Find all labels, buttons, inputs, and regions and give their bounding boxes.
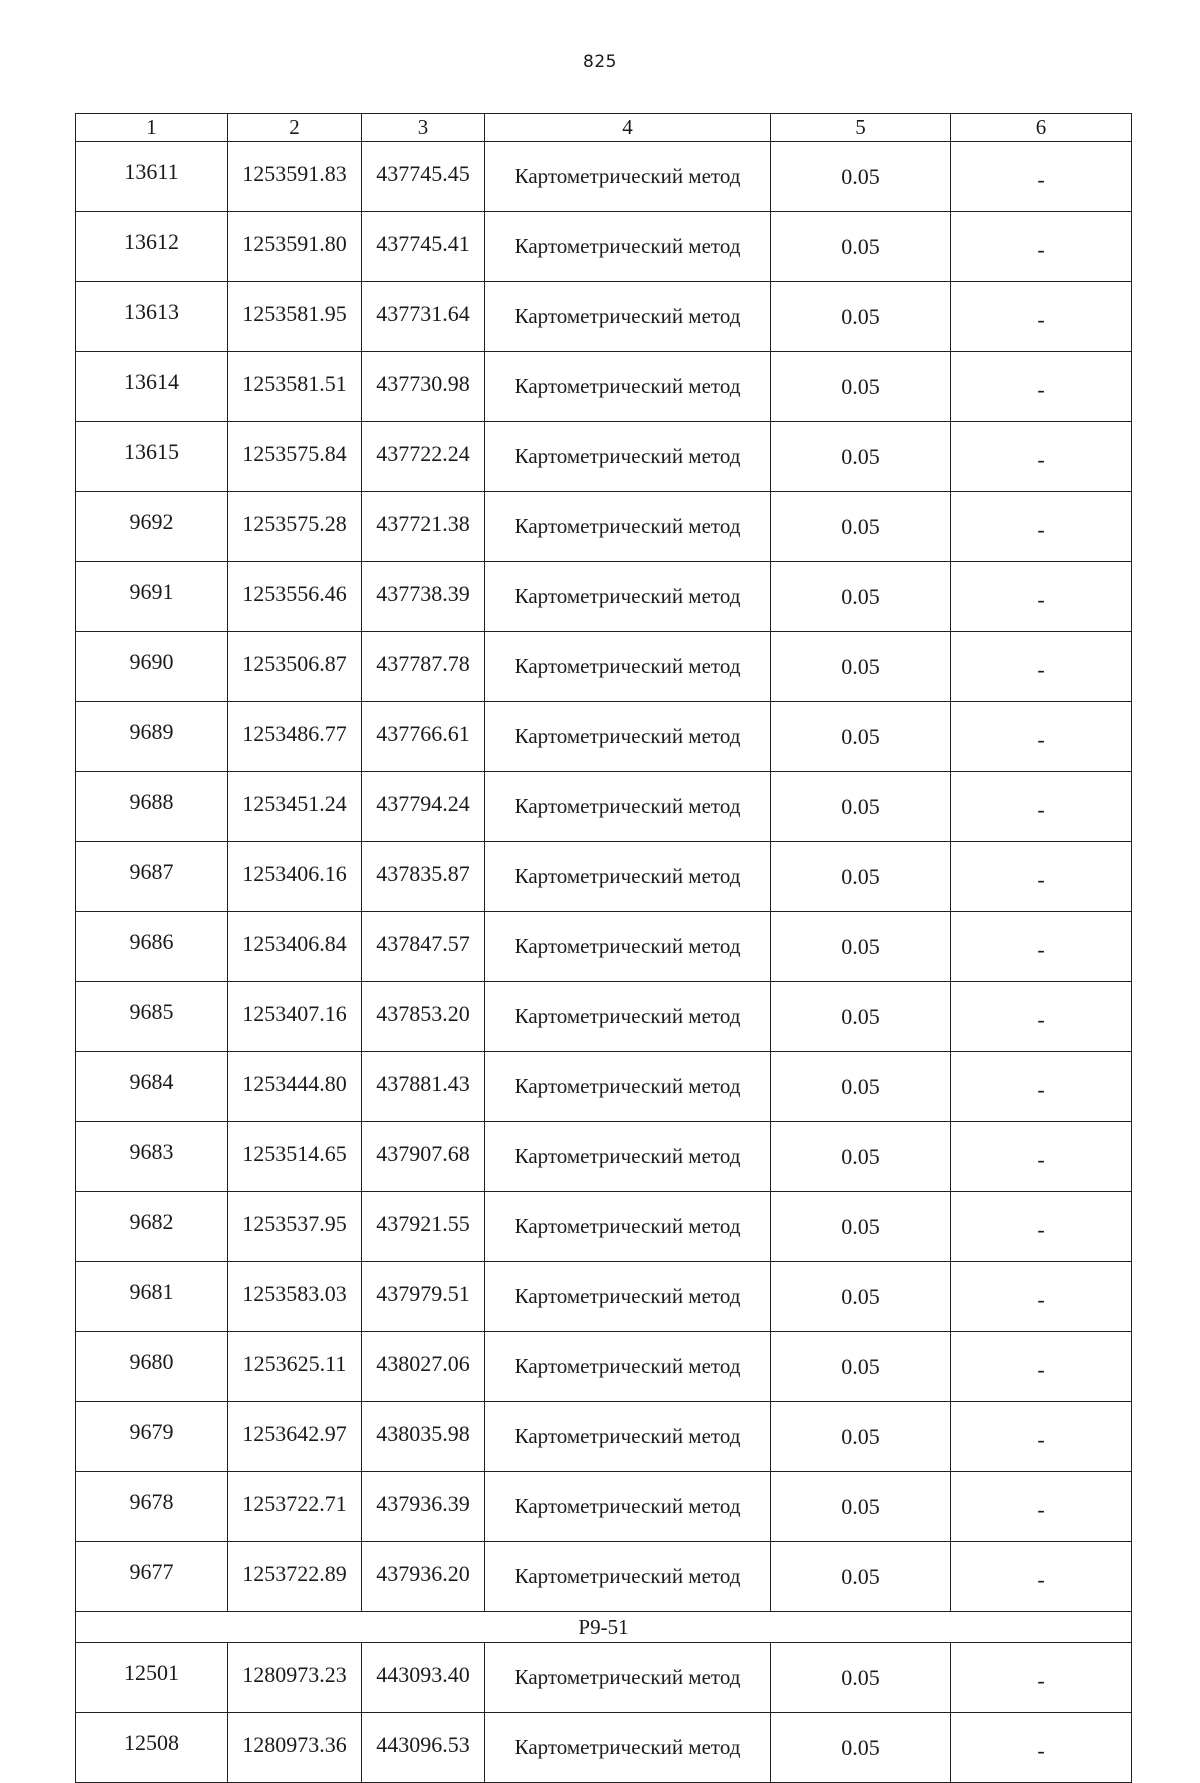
cell-x-coordinate: 1253451.24 xyxy=(228,772,362,842)
cell-method: Картометрический метод xyxy=(485,1472,771,1542)
cell-point-number: 9681 xyxy=(76,1262,228,1332)
cell-note: - xyxy=(951,422,1132,492)
cell-note: - xyxy=(951,982,1132,1052)
cell-note: - xyxy=(951,772,1132,842)
cell-note: - xyxy=(951,1713,1132,1783)
cell-y-coordinate: 437730.98 xyxy=(362,352,485,422)
cell-accuracy: 0.05 xyxy=(771,1192,951,1262)
cell-point-number: 9686 xyxy=(76,912,228,982)
table-row xyxy=(76,982,1132,1052)
cell-y-coordinate: 437745.41 xyxy=(362,212,485,282)
column-header: 3 xyxy=(362,114,485,142)
cell-method: Картометрический метод xyxy=(485,282,771,352)
cell-x-coordinate: 1253407.16 xyxy=(228,982,362,1052)
cell-x-coordinate: 1253406.84 xyxy=(228,912,362,982)
cell-accuracy: 0.05 xyxy=(771,1472,951,1542)
cell-method: Картометрический метод xyxy=(485,212,771,282)
page-number: 825 xyxy=(583,52,617,72)
table-row xyxy=(76,1052,1132,1122)
cell-note: - xyxy=(951,1472,1132,1542)
cell-y-coordinate: 437881.43 xyxy=(362,1052,485,1122)
cell-accuracy: 0.05 xyxy=(771,982,951,1052)
cell-method: Картометрический метод xyxy=(485,1402,771,1472)
cell-accuracy: 0.05 xyxy=(771,562,951,632)
cell-point-number: 13615 xyxy=(76,422,228,492)
cell-x-coordinate: 1253591.80 xyxy=(228,212,362,282)
cell-y-coordinate: 437847.57 xyxy=(362,912,485,982)
column-header: 1 xyxy=(76,114,228,142)
cell-note: - xyxy=(951,842,1132,912)
cell-method: Картометрический метод xyxy=(485,1052,771,1122)
table-row xyxy=(76,1332,1132,1402)
cell-point-number: 9690 xyxy=(76,632,228,702)
cell-accuracy: 0.05 xyxy=(771,842,951,912)
cell-method: Картометрический метод xyxy=(485,1542,771,1612)
cell-x-coordinate: 1253591.83 xyxy=(228,142,362,212)
cell-point-number: 13612 xyxy=(76,212,228,282)
table-row xyxy=(76,1643,1132,1713)
cell-point-number: 9684 xyxy=(76,1052,228,1122)
cell-point-number: 9692 xyxy=(76,492,228,562)
cell-accuracy: 0.05 xyxy=(771,422,951,492)
cell-y-coordinate: 437722.24 xyxy=(362,422,485,492)
cell-point-number: 9682 xyxy=(76,1192,228,1262)
cell-point-number: 13614 xyxy=(76,352,228,422)
table-row xyxy=(76,912,1132,982)
cell-y-coordinate: 438027.06 xyxy=(362,1332,485,1402)
cell-point-number: 13611 xyxy=(76,142,228,212)
cell-point-number: 12501 xyxy=(76,1643,228,1713)
cell-note: - xyxy=(951,1262,1132,1332)
cell-y-coordinate: 437907.68 xyxy=(362,1122,485,1192)
cell-accuracy: 0.05 xyxy=(771,912,951,982)
cell-method: Картометрический метод xyxy=(485,772,771,842)
cell-x-coordinate: 1253722.71 xyxy=(228,1472,362,1542)
table-row xyxy=(76,1472,1132,1542)
cell-y-coordinate: 443093.40 xyxy=(362,1643,485,1713)
table-row xyxy=(76,1402,1132,1472)
cell-accuracy: 0.05 xyxy=(771,772,951,842)
cell-note: - xyxy=(951,1402,1132,1472)
cell-x-coordinate: 1253581.51 xyxy=(228,352,362,422)
cell-method: Картометрический метод xyxy=(485,142,771,212)
cell-x-coordinate: 1253514.65 xyxy=(228,1122,362,1192)
cell-method: Картометрический метод xyxy=(485,492,771,562)
cell-x-coordinate: 1253537.95 xyxy=(228,1192,362,1262)
cell-accuracy: 0.05 xyxy=(771,1643,951,1713)
cell-point-number: 9678 xyxy=(76,1472,228,1542)
cell-method: Картометрический метод xyxy=(485,1262,771,1332)
cell-accuracy: 0.05 xyxy=(771,1713,951,1783)
coordinates-table xyxy=(75,113,1132,1783)
cell-accuracy: 0.05 xyxy=(771,282,951,352)
cell-point-number: 9687 xyxy=(76,842,228,912)
cell-y-coordinate: 437979.51 xyxy=(362,1262,485,1332)
table-row xyxy=(76,772,1132,842)
table-row xyxy=(76,562,1132,632)
cell-point-number: 9688 xyxy=(76,772,228,842)
cell-note: - xyxy=(951,1643,1132,1713)
cell-method: Картометрический метод xyxy=(485,562,771,632)
table-row xyxy=(76,1122,1132,1192)
table-row xyxy=(76,142,1132,212)
cell-note: - xyxy=(951,1122,1132,1192)
cell-y-coordinate: 437745.45 xyxy=(362,142,485,212)
cell-y-coordinate: 437738.39 xyxy=(362,562,485,632)
cell-point-number: 9680 xyxy=(76,1332,228,1402)
table-row xyxy=(76,1542,1132,1612)
cell-note: - xyxy=(951,142,1132,212)
cell-note: - xyxy=(951,702,1132,772)
column-header: 2 xyxy=(228,114,362,142)
table-row xyxy=(76,492,1132,562)
cell-y-coordinate: 437921.55 xyxy=(362,1192,485,1262)
cell-y-coordinate: 438035.98 xyxy=(362,1402,485,1472)
column-header: 5 xyxy=(771,114,951,142)
cell-point-number: 13613 xyxy=(76,282,228,352)
cell-note: - xyxy=(951,352,1132,422)
section-label: Р9-51 xyxy=(76,1612,1132,1643)
cell-point-number: 9685 xyxy=(76,982,228,1052)
cell-accuracy: 0.05 xyxy=(771,1402,951,1472)
cell-method: Картометрический метод xyxy=(485,1713,771,1783)
cell-method: Картометрический метод xyxy=(485,1332,771,1402)
section-row xyxy=(76,1612,1132,1643)
cell-x-coordinate: 1253556.46 xyxy=(228,562,362,632)
cell-note: - xyxy=(951,1542,1132,1612)
cell-note: - xyxy=(951,562,1132,632)
cell-accuracy: 0.05 xyxy=(771,702,951,772)
cell-x-coordinate: 1253583.03 xyxy=(228,1262,362,1332)
cell-method: Картометрический метод xyxy=(485,912,771,982)
cell-x-coordinate: 1253486.77 xyxy=(228,702,362,772)
cell-point-number: 12508 xyxy=(76,1713,228,1783)
cell-note: - xyxy=(951,212,1132,282)
cell-y-coordinate: 437731.64 xyxy=(362,282,485,352)
column-header: 6 xyxy=(951,114,1132,142)
cell-y-coordinate: 437936.20 xyxy=(362,1542,485,1612)
table-row xyxy=(76,842,1132,912)
cell-method: Картометрический метод xyxy=(485,422,771,492)
cell-method: Картометрический метод xyxy=(485,1122,771,1192)
cell-x-coordinate: 1253575.28 xyxy=(228,492,362,562)
cell-note: - xyxy=(951,1332,1132,1402)
cell-note: - xyxy=(951,282,1132,352)
cell-method: Картометрический метод xyxy=(485,702,771,772)
cell-accuracy: 0.05 xyxy=(771,1262,951,1332)
cell-accuracy: 0.05 xyxy=(771,1332,951,1402)
cell-note: - xyxy=(951,632,1132,702)
cell-y-coordinate: 437853.20 xyxy=(362,982,485,1052)
cell-point-number: 9691 xyxy=(76,562,228,632)
cell-point-number: 9679 xyxy=(76,1402,228,1472)
cell-method: Картометрический метод xyxy=(485,982,771,1052)
cell-note: - xyxy=(951,492,1132,562)
cell-x-coordinate: 1253575.84 xyxy=(228,422,362,492)
cell-x-coordinate: 1253406.16 xyxy=(228,842,362,912)
cell-point-number: 9677 xyxy=(76,1542,228,1612)
table-row xyxy=(76,632,1132,702)
cell-point-number: 9689 xyxy=(76,702,228,772)
cell-accuracy: 0.05 xyxy=(771,142,951,212)
table-row xyxy=(76,282,1132,352)
cell-accuracy: 0.05 xyxy=(771,492,951,562)
cell-method: Картометрический метод xyxy=(485,1192,771,1262)
cell-x-coordinate: 1253625.11 xyxy=(228,1332,362,1402)
cell-accuracy: 0.05 xyxy=(771,352,951,422)
table-row xyxy=(76,1192,1132,1262)
cell-y-coordinate: 437835.87 xyxy=(362,842,485,912)
cell-accuracy: 0.05 xyxy=(771,1122,951,1192)
cell-y-coordinate: 437787.78 xyxy=(362,632,485,702)
cell-y-coordinate: 443096.53 xyxy=(362,1713,485,1783)
cell-x-coordinate: 1253642.97 xyxy=(228,1402,362,1472)
cell-note: - xyxy=(951,1052,1132,1122)
table-row xyxy=(76,422,1132,492)
cell-accuracy: 0.05 xyxy=(771,632,951,702)
cell-y-coordinate: 437766.61 xyxy=(362,702,485,772)
cell-y-coordinate: 437936.39 xyxy=(362,1472,485,1542)
cell-accuracy: 0.05 xyxy=(771,1542,951,1612)
cell-method: Картометрический метод xyxy=(485,842,771,912)
cell-accuracy: 0.05 xyxy=(771,1052,951,1122)
cell-x-coordinate: 1253722.89 xyxy=(228,1542,362,1612)
cell-x-coordinate: 1280973.36 xyxy=(228,1713,362,1783)
cell-method: Картометрический метод xyxy=(485,632,771,702)
table-row xyxy=(76,212,1132,282)
column-header: 4 xyxy=(485,114,771,142)
cell-y-coordinate: 437794.24 xyxy=(362,772,485,842)
cell-note: - xyxy=(951,912,1132,982)
table-row xyxy=(76,352,1132,422)
cell-accuracy: 0.05 xyxy=(771,212,951,282)
cell-x-coordinate: 1253581.95 xyxy=(228,282,362,352)
cell-method: Картометрический метод xyxy=(485,352,771,422)
table-row xyxy=(76,1713,1132,1783)
cell-x-coordinate: 1253444.80 xyxy=(228,1052,362,1122)
table-row xyxy=(76,702,1132,772)
cell-x-coordinate: 1280973.23 xyxy=(228,1643,362,1713)
cell-method: Картометрический метод xyxy=(485,1643,771,1713)
cell-y-coordinate: 437721.38 xyxy=(362,492,485,562)
cell-point-number: 9683 xyxy=(76,1122,228,1192)
table-header-row xyxy=(76,114,1132,142)
cell-note: - xyxy=(951,1192,1132,1262)
cell-x-coordinate: 1253506.87 xyxy=(228,632,362,702)
table-row xyxy=(76,1262,1132,1332)
